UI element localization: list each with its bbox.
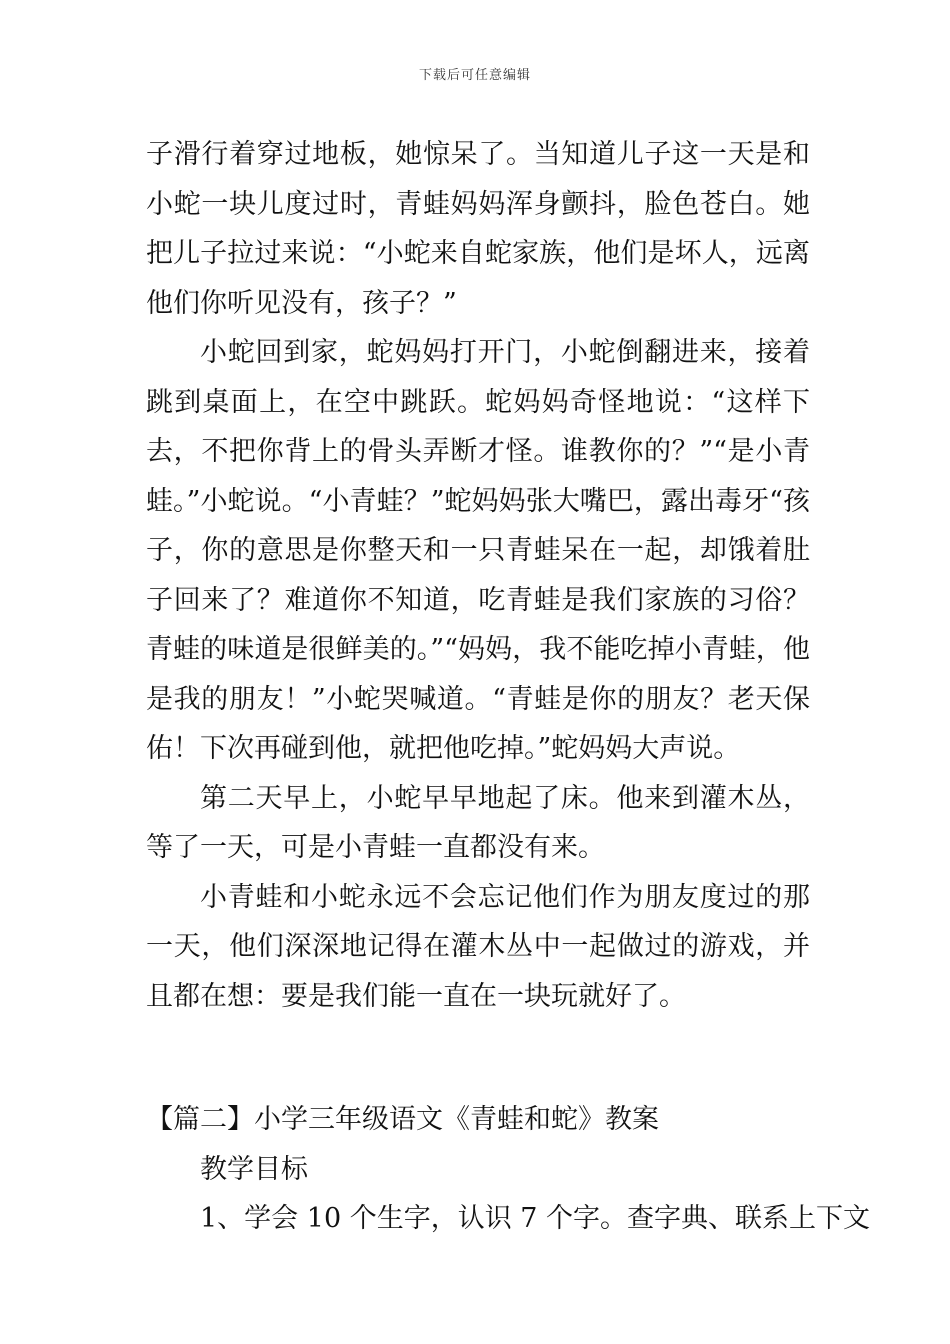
objective-item: 1、学会 10 个生字，认识 7 个字。查字典、联系上下文	[200, 1203, 871, 1234]
paragraph: 第二天早上，小蛇早早地起了床。他来到灌木丛，等了一天，可是小青蛙一直都没有来。	[146, 782, 810, 863]
paragraph: 子滑行着穿过地板，她惊呆了。当知道儿子这一天是和小蛇一块儿度过时，青蛙妈妈浑身颤抖，脸色苍白。她把儿子拉过来说：“小蛇来自蛇家族，他们是坏人，远离他们你听见没有，孩子？”	[146, 139, 810, 319]
section-heading: 【篇二】小学三年级语文《青蛙和蛇》教案	[146, 1104, 659, 1135]
paragraph: 小青蛙和小蛇永远不会忘记他们作为朋友度过的那一天，他们深深地记得在灌木丛中一起做过的游戏，并且都在想：要是我们能一直在一块玩就好了。	[146, 881, 810, 1012]
document-body	[146, 130, 871, 1244]
paragraph: 小蛇回到家，蛇妈妈打开门，小蛇倒翻进来，接着跳到桌面上，在空中跳跃。蛇妈妈奇怪地说：“这样下去，不把你背上的骨头弄断才怪。谁教你的？”“是小青蛙。”小蛇说。“小青蛙？”蛇妈妈张大嘴巴，露出毒牙“孩子，你的意思是你整天和一只青蛙呆在一起，却饿着肚子回来了？难道你不知道，吃青蛙是我们家族的习俗？青蛙的味道是很鲜美的。”“妈妈，我不能吃掉小青蛙，他是我的朋友！”小蛇哭喊道。“青蛙是你的朋友？老天保佑！下次再碰到他，就把他吃掉。”蛇妈妈大声说。	[146, 337, 810, 764]
page-header: 下载后可任意编辑	[418, 68, 531, 83]
section-spacer	[146, 1021, 810, 1095]
section-subheading: 教学目标	[200, 1153, 308, 1185]
